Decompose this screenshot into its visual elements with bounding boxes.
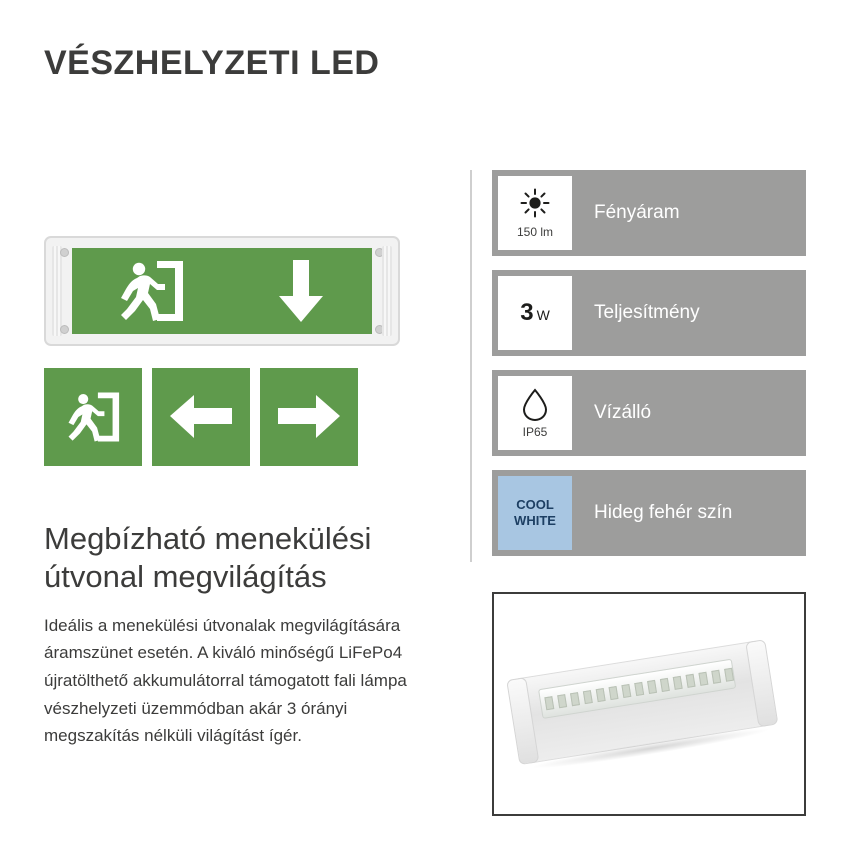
spec-icon-value: 150 lm (516, 224, 554, 239)
spec-label: Vízálló (594, 402, 652, 423)
arrow-left-icon (168, 389, 234, 445)
spec-row-waterproof (492, 370, 806, 456)
sign-arrow-right (260, 368, 358, 466)
emergency-exit-luminaire (44, 236, 400, 346)
sign-row (44, 368, 434, 466)
exit-sign-panel (72, 248, 372, 334)
headline: Megbízható menekülési útvonal megvilágítás (44, 521, 372, 594)
arrow-down-icon (270, 258, 332, 324)
spec-label: Fényáram (594, 202, 680, 223)
screw-icon (375, 325, 384, 334)
spec-row-power (492, 270, 806, 356)
power-watt-icon (498, 276, 572, 350)
vertical-divider (470, 170, 472, 562)
body-text: Ideális a menekülési útvonalak megvilágítására áramszünet esetén. A kiváló minőségű LiFePo4 újratölthető akkumulátorral támogatott fali lámpa vészhelyzeti üzemmódban akár 3 órányi megszakítás nélküli világítást ígér. (44, 615, 407, 746)
sign-arrow-left (152, 368, 250, 466)
water-drop-icon (498, 376, 572, 450)
spec-icon-value: IP65 (522, 424, 548, 439)
spec-label: Teljesítmény (594, 302, 700, 323)
sun-brightness-icon (498, 176, 572, 250)
running-man-exit-icon (113, 257, 189, 325)
product-photo-illustration (508, 622, 793, 790)
cool-white-swatch-icon (498, 476, 572, 550)
screw-icon (60, 248, 69, 257)
page-title: VÉSZHELYZETI LED (44, 44, 380, 82)
spec-row-color-temperature (492, 470, 806, 556)
spec-column (470, 170, 806, 570)
spec-list (492, 170, 806, 556)
spec-icon-unit: W (536, 307, 550, 323)
swatch-line-2: WHITE (514, 513, 556, 528)
arrow-right-icon (276, 389, 342, 445)
spec-row-luminous-flux (492, 170, 806, 256)
screw-icon (375, 248, 384, 257)
spec-icon-value: 3 (520, 299, 534, 326)
spec-label: Hideg fehér szín (594, 502, 733, 523)
left-column (44, 236, 434, 750)
swatch-line-1: COOL (516, 496, 554, 512)
screw-icon (60, 325, 69, 334)
sign-running-man (44, 368, 142, 466)
product-photo (492, 592, 806, 816)
